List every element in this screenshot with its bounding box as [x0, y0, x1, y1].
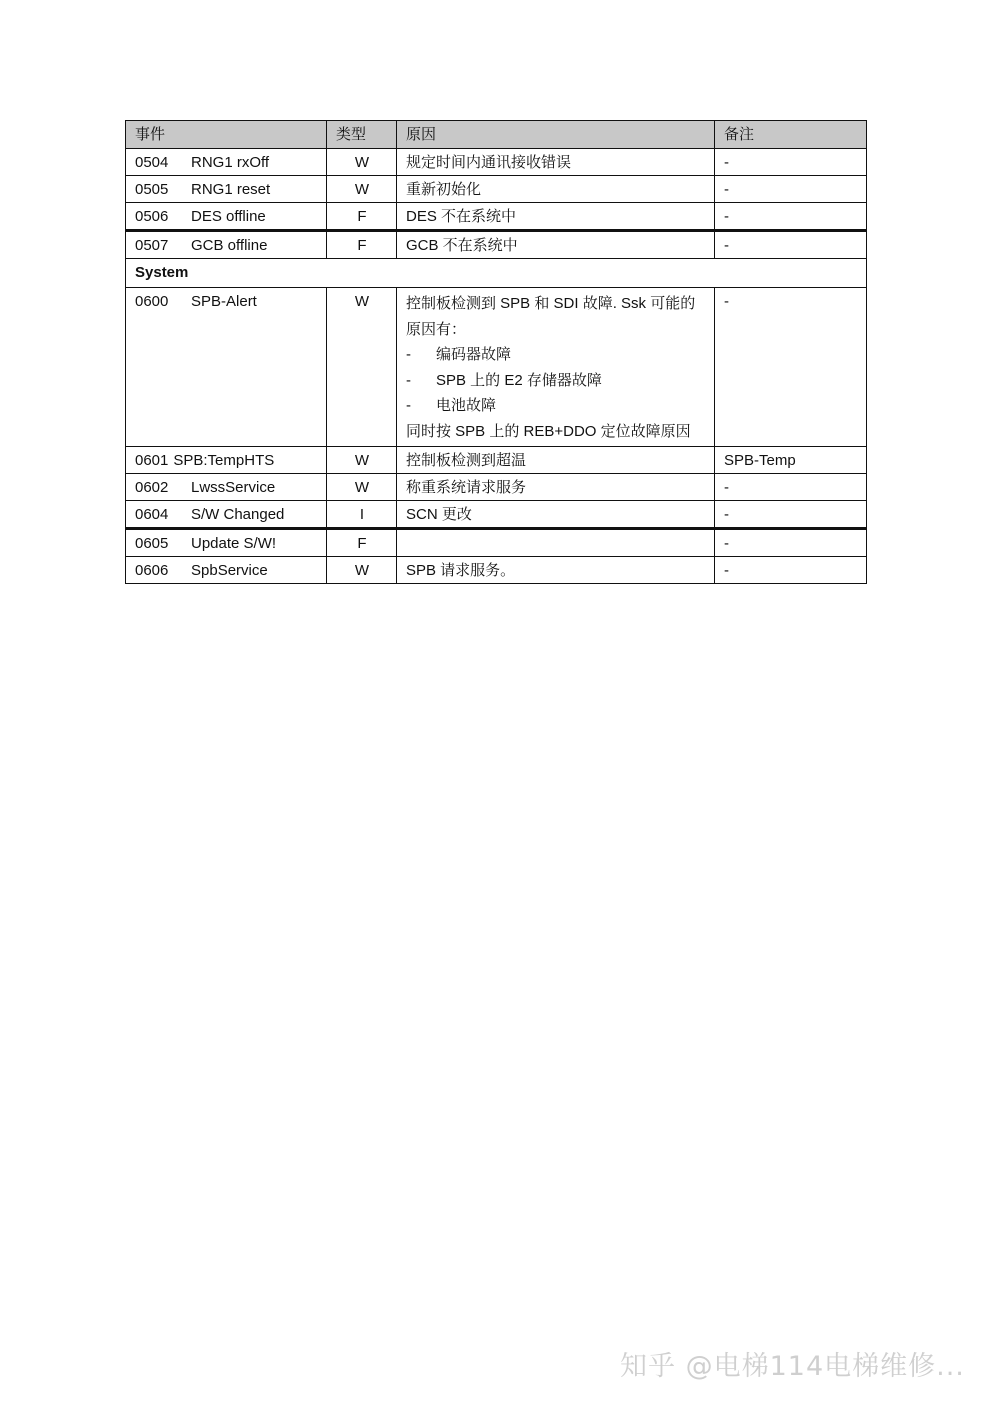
event-name: S/W Changed	[191, 506, 285, 523]
type-cell: F	[327, 203, 397, 231]
type-cell: W	[327, 176, 397, 203]
note-cell: -	[715, 288, 867, 447]
table-row	[126, 176, 867, 203]
event-cell	[126, 474, 327, 501]
table-row	[126, 447, 867, 474]
reason-cell	[397, 288, 715, 447]
event-cell	[126, 447, 327, 474]
event-code: 0601	[135, 452, 169, 469]
event-table	[125, 120, 867, 584]
type-cell: W	[327, 288, 397, 447]
list-item: - SPB 上的 E2 存储器故障	[406, 371, 602, 389]
type-cell: W	[327, 149, 397, 176]
note-cell: -	[715, 557, 867, 584]
table-row	[126, 557, 867, 584]
event-name: SPB-Alert	[191, 293, 257, 310]
event-name: GCB offline	[191, 237, 268, 254]
note-cell: -	[715, 231, 867, 259]
note-cell: -	[715, 176, 867, 203]
event-cell	[126, 529, 327, 557]
event-code: 0504	[135, 154, 169, 171]
note-cell: -	[715, 529, 867, 557]
event-code: 0600	[135, 293, 169, 310]
type-cell: W	[327, 557, 397, 584]
reason-cell: GCB 不在系统中	[397, 231, 715, 259]
event-cell	[126, 288, 327, 447]
event-name: RNG1 reset	[191, 181, 271, 198]
event-name: Update S/W!	[191, 535, 277, 552]
table-header-row	[126, 121, 867, 149]
table-row	[126, 231, 867, 259]
list-item: - 编码器故障	[406, 346, 512, 363]
event-cell	[126, 149, 327, 176]
table-row	[126, 288, 867, 447]
type-cell: W	[327, 474, 397, 501]
type-cell: F	[327, 231, 397, 259]
event-code: 0507	[135, 237, 169, 254]
event-code: 0606	[135, 562, 169, 579]
event-name: DES offline	[191, 208, 266, 225]
event-cell	[126, 176, 327, 203]
reason-cell: 重新初始化	[397, 176, 715, 203]
table-row	[126, 203, 867, 231]
event-code: 0505	[135, 181, 169, 198]
table-row	[126, 529, 867, 557]
event-cell	[126, 231, 327, 259]
reason-cell: 规定时间内通讯接收错误	[397, 149, 715, 176]
reason-cell: SPB 请求服务。	[397, 557, 715, 584]
event-code: 0506	[135, 208, 169, 225]
header-type: 类型	[327, 121, 397, 149]
section-title: System	[126, 259, 867, 288]
table-row	[126, 474, 867, 501]
table-row	[126, 501, 867, 529]
reason-cell: 控制板检测到超温	[397, 447, 715, 474]
event-name: RNG1 rxOff	[191, 154, 270, 171]
note-cell: -	[715, 149, 867, 176]
section-row	[126, 259, 867, 288]
event-code: 0605	[135, 535, 169, 552]
event-code: 0602	[135, 479, 169, 496]
event-name: SPB:TempHTS	[173, 452, 275, 469]
event-cell	[126, 203, 327, 231]
header-note: 备注	[715, 121, 867, 149]
table-row	[126, 149, 867, 176]
reason-outro: 同时按 SPB 上的 REB+DDO 定位故障原因	[406, 422, 691, 440]
note-cell: -	[715, 474, 867, 501]
event-code: 0604	[135, 506, 169, 523]
reason-cell	[397, 529, 715, 557]
event-name: SpbService	[191, 562, 268, 579]
reason-cell: SCN 更改	[397, 501, 715, 529]
note-cell: SPB-Temp	[715, 447, 867, 474]
note-cell: -	[715, 501, 867, 529]
header-event: 事件	[126, 121, 327, 149]
event-cell	[126, 501, 327, 529]
reason-cell: DES 不在系统中	[397, 203, 715, 231]
list-item: - 电池故障	[406, 397, 497, 414]
header-reason: 原因	[397, 121, 715, 149]
watermark: 知乎 @电梯114电梯维修...	[620, 1351, 965, 1382]
type-cell: I	[327, 501, 397, 529]
type-cell: F	[327, 529, 397, 557]
event-name: LwssService	[191, 479, 276, 496]
note-cell: -	[715, 203, 867, 231]
event-cell	[126, 557, 327, 584]
reason-intro: 控制板检测到 SPB 和 SDI 故障. Ssk 可能的原因有：	[406, 295, 696, 338]
reason-cell: 称重系统请求服务	[397, 474, 715, 501]
type-cell: W	[327, 447, 397, 474]
